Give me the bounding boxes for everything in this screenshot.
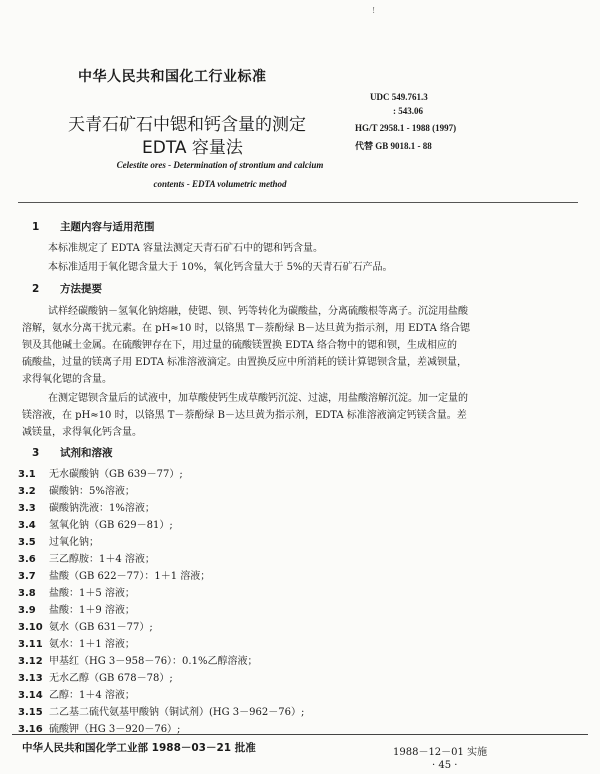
english-title-line-2: contents - EDTA volumetric method [153,179,287,189]
section-1-paragraph-1: 本标准规定了 EDTA 容量法测定天青石矿石中的锶和钙含量。 [48,243,324,254]
reagent-item [18,500,318,517]
english-title-line-1: Celestite ores - Determination of strontium and calcium [116,160,324,170]
reagent-item [18,551,318,568]
reagent-item [18,670,318,687]
section-1-paragraph-2: 本标准适用于氧化锶含量大于 10%，氧化钙含量大于 5%的天青石矿石产品。 [48,262,393,273]
english-title [70,156,370,194]
reagent-number: 3.11 [18,639,43,650]
reagent-text: 乙醇：1＋4 溶液； [49,690,135,701]
reagent-number: 3.14 [18,690,43,701]
reagent-text: 盐酸：1＋5 溶液； [49,588,135,599]
document-title-line-1: 天青石矿石中锶和钙含量的测定 [68,115,306,135]
reagent-text: 硫酸钾（HG 3－920－76）; [49,724,181,735]
reagent-text: 盐酸（GB 622－77）：1＋1 溶液； [49,571,211,582]
document-title-line-2: EDTA 容量法 [142,138,243,158]
reagent-item [18,721,318,738]
reagent-text: 过氧化钠； [49,537,99,548]
reagent-text: 氨水：1＋1 溶液； [49,639,135,650]
reagent-text: 氨水（GB 631－77）; [49,622,153,633]
reagent-text: 二乙基二硫代氨基甲酸钠（铜试剂）(HG 3－962－76）; [49,707,305,718]
reagent-text: 碳酸钠：5%溶液； [49,486,135,497]
reagent-item [18,653,318,670]
reagent-item [18,687,318,704]
reagent-number: 3.3 [18,503,36,514]
reagent-number: 3.12 [18,656,43,667]
reagent-text: 甲基红（HG 3－958－76）：0.1%乙醇溶液； [49,656,258,667]
reagent-item [18,534,318,551]
reagent-text: 盐酸：1＋9 溶液； [49,605,135,616]
reagent-text: 无水碳酸钠（GB 639－77）; [49,469,183,480]
page-number: · 45 · [432,760,458,771]
section-2-line-6: 在测定锶钡含量后的试液中，加草酸使钙生成草酸钙沉淀、过滤，用盐酸溶解沉淀。加一定量的 [48,393,468,404]
header-divider [18,202,578,203]
section-2-heading [32,281,102,296]
approval-statement: 中华人民共和国化学工业部 1988－03－21 批准 [22,742,256,754]
standard-category-heading: 中华人民共和国化工行业标准 [78,69,267,85]
reagent-text: 三乙醇胺：1＋4 溶液； [49,554,155,565]
section-2-line-5: 求得氧化锶的含量。 [22,374,112,385]
reagent-number: 3.5 [18,537,36,548]
reagent-item [18,517,318,534]
section-2-line-8: 减镁量，求得氧化钙含量。 [22,427,142,438]
reagent-list [18,466,318,738]
reagent-item [18,585,318,602]
reagent-number: 3.9 [18,605,36,616]
reagent-item [18,704,318,721]
reagent-item [18,483,318,500]
reagent-number: 3.7 [18,571,36,582]
standard-number: HG/T 2958.1 - 1988 (1997) [355,123,457,133]
reagent-item [18,466,318,483]
reagent-number: 3.10 [18,622,43,633]
reagent-number: 3.13 [18,673,43,684]
reagent-text: 氢氧化钠（GB 629－81）; [49,520,173,531]
reagent-number: 3.1 [18,469,36,480]
section-2-line-3: 钡及其他碱土金属。在硫酸钾存在下，用过量的硫酸镁置换 EDTA 络合物中的锶和钡，生成相应的 [22,340,458,351]
section-3-heading [32,445,113,460]
section-2-line-2: 溶解，氨水分离干扰元素。在 pH≈10 时，以铬黑 T－萘酚绿 B－达旦黄为指示剂，用 EDTA 络合锶 [22,323,470,334]
reagent-number: 3.4 [18,520,36,531]
reagent-number: 3.8 [18,588,36,599]
reagent-text: 无水乙醇（GB 678－78）; [49,673,173,684]
section-3-number: 3 [32,447,40,459]
replaces-standard: 代替 GB 9018.1 - 88 [355,141,432,151]
footer-divider [12,734,588,735]
reagent-item [18,636,318,653]
section-3-title: 试剂和溶液 [60,447,113,459]
reagent-number: 3.2 [18,486,36,497]
reagent-number: 3.16 [18,724,43,735]
section-2-line-4: 硫酸盐，过量的镁离子用 EDTA 标准溶液滴定。由置换反应中所消耗的镁计算锶钡含量，差减钡量， [22,357,468,368]
section-2-line-1: 试样经碳酸钠－氢氧化钠熔融，使锶、钡、钙等转化为碳酸盐，分离硫酸根等离子。沉淀用盐酸 [48,306,468,317]
section-1-title: 主题内容与适用范围 [60,221,155,233]
section-2-line-7: 镁溶液，在 pH≈10 时，以铬黑 T－萘酚绿 B－达旦黄为指示剂，EDTA 标准溶液滴定钙镁含量。差 [22,410,467,421]
udc-code-line-2: : 543.06 [393,106,423,116]
section-2-title: 方法提要 [60,283,102,295]
section-2-number: 2 [32,283,40,295]
reagent-item [18,619,318,636]
reagent-text: 碳酸钠洗液：1%溶液； [49,503,155,514]
section-1-heading [32,219,155,234]
udc-code-line-1: UDC 549.761.3 [370,92,428,102]
reagent-item [18,602,318,619]
section-1-number: 1 [32,221,40,233]
reagent-item [18,568,318,585]
corner-mark: ! [372,6,376,15]
effective-date: 1988－12－01 实施 [393,747,488,758]
reagent-number: 3.6 [18,554,36,565]
reagent-number: 3.15 [18,707,43,718]
